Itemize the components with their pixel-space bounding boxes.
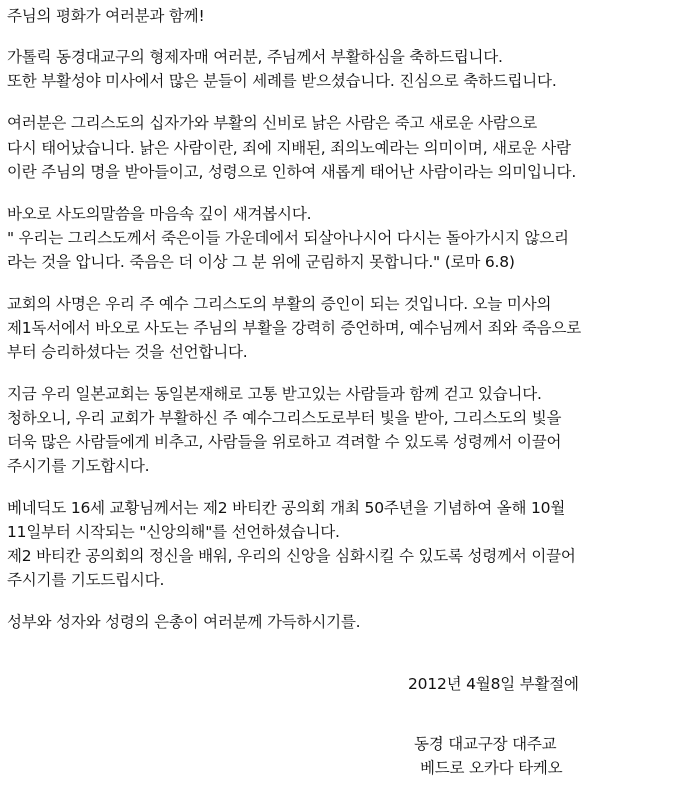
- para5-line4: 주시기를 기도합시다.: [7, 457, 150, 475]
- para2-line2: 다시 태어났습니다. 낡은 사람이란, 죄에 지배된, 죄의노예라는 의미이며, 새로운 사람: [7, 139, 571, 157]
- greeting: 주님의 평화가 여러분과 함께!: [7, 7, 205, 25]
- letter-date: 2012년 4월8일 부활절에: [408, 675, 579, 693]
- para6-line1: 베네딕도 16세 교황님께서는 제2 바티칸 공의회 개최 50주년을 기념하여 올해 10월: [7, 499, 566, 517]
- para3-line1: 바오로 사도의말씀을 마음속 깊이 새겨봅시다.: [7, 205, 312, 223]
- para5-line1: 지금 우리 일본교회는 동일본재해로 고통 받고있는 사람들과 함께 걷고 있습니다.: [7, 385, 542, 403]
- para6-line3: 제2 바티칸 공의회의 정신을 배워, 우리의 신앙을 심화시킬 수 있도록 성령께서 이끌어: [7, 547, 576, 565]
- signature-title: 동경 대교구장 대주교: [414, 735, 557, 753]
- para6-line2: 11일부터 시작되는 "신앙의해"를 선언하셨습니다.: [7, 523, 340, 541]
- para4-line3: 부터 승리하셨다는 것을 선언합니다.: [7, 343, 248, 361]
- para1-line2: 또한 부활성야 미사에서 많은 분들이 세례를 받으셨습니다. 진심으로 축하드립니다.: [7, 72, 557, 90]
- closing-blessing: 성부와 성자와 성령의 은총이 여러분께 가득하시기를.: [7, 613, 361, 631]
- para2-line3: 이란 주님의 명을 받아들이고, 성령으로 인하여 새롭게 태어난 사람이라는 의미입니다.: [7, 163, 577, 181]
- para3-line2: " 우리는 그리스도께서 죽은이들 가운데에서 되살아나시어 다시는 돌아가시지 않으리: [7, 229, 569, 247]
- para5-line2: 청하오니, 우리 교회가 부활하신 주 예수그리스도로부터 빛을 받아, 그리스도의 빛을: [7, 409, 562, 427]
- para4-line1: 교회의 사명은 우리 주 예수 그리스도의 부활의 증인이 되는 것입니다. 오늘 미사의: [7, 295, 552, 313]
- signature-name: 베드로 오카다 타케오: [420, 759, 563, 777]
- para2-line1: 여러분은 그리스도의 십자가와 부활의 신비로 낡은 사람은 죽고 새로운 사람으로: [7, 114, 538, 132]
- para4-line2: 제1독서에서 바오로 사도는 주님의 부활을 강력히 증언하며, 예수님께서 죄와 죽음으로: [7, 319, 581, 337]
- para3-line3: 라는 것을 압니다. 죽음은 더 이상 그 분 위에 군림하지 못합니다." (로마 6.8): [7, 253, 515, 271]
- para6-line4: 주시기를 기도드립시다.: [7, 571, 165, 589]
- para5-line3: 더욱 많은 사람들에게 비추고, 사람들을 위로하고 격려할 수 있도록 성령께서 이끌어: [7, 433, 562, 451]
- para1-line1: 가톨릭 동경대교구의 형제자매 여러분, 주님께서 부활하심을 축하드립니다.: [7, 48, 503, 66]
